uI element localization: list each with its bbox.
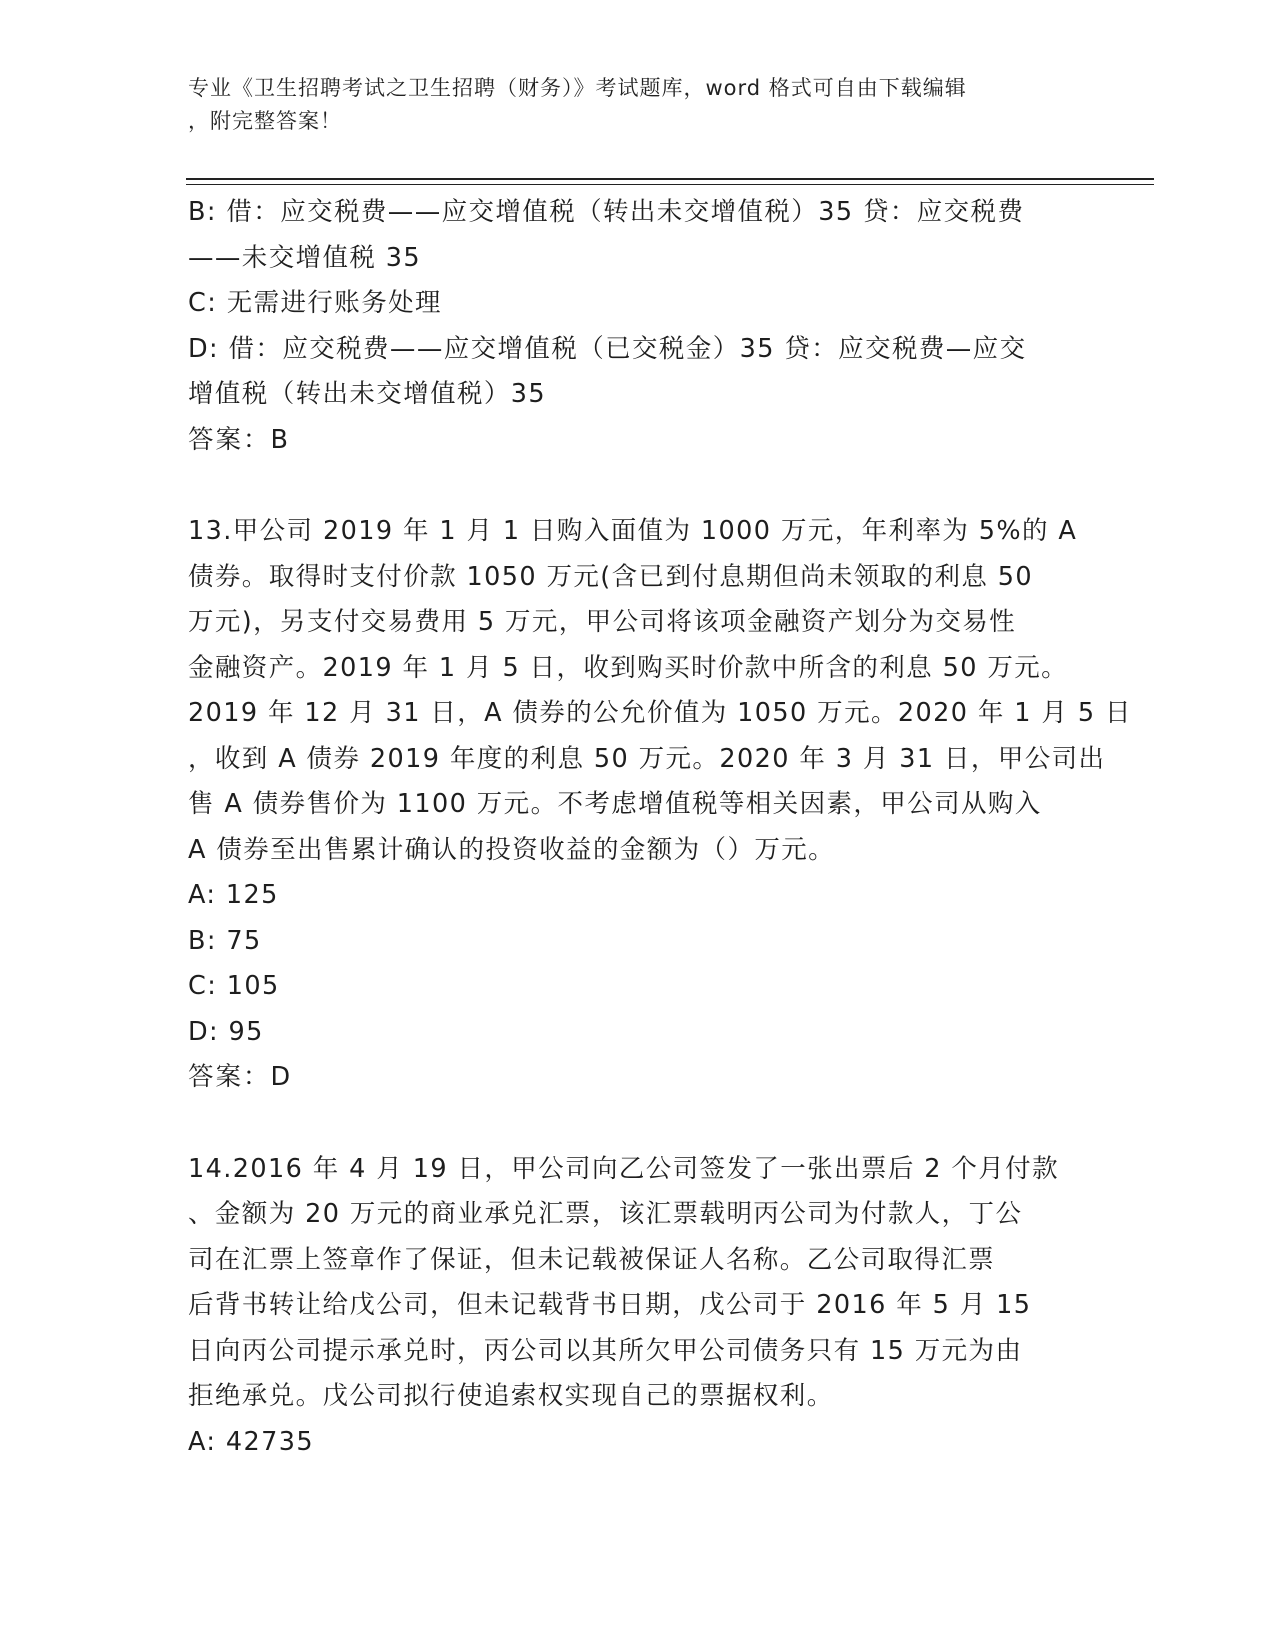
- question-text-line: 2019 年 12 月 31 日，A 债券的公允价值为 1050 万元。2020 年 1 月 5 日: [188, 698, 1132, 728]
- header-title-line-1: 专业《卫生招聘考试之卫生招聘（财务）》考试题库，word 格式可自由下载编辑: [188, 76, 967, 100]
- option-d-line-1: D: 借：应交税费——应交增值税（已交税金）35 贷：应交税费—应交: [188, 333, 1027, 364]
- question-text-line: 金融资产。2019 年 1 月 5 日，收到购买时价款中所含的利息 50 万元。: [188, 652, 1069, 683]
- option-a: A: 42735: [188, 1426, 315, 1457]
- question-13: [188, 509, 1132, 1101]
- spacer: [188, 463, 1088, 509]
- option-d: D: 95: [188, 1016, 264, 1047]
- option-d-line-2: 增值税（转出未交增值税）35: [188, 379, 547, 409]
- question-text-line: 拒绝承兑。戊公司拟行使追索权实现自己的票据权利。: [188, 1381, 834, 1411]
- question-12-continued: [188, 190, 1088, 463]
- header-divider-thick: [186, 178, 1154, 180]
- question-text-line: 司在汇票上签章作了保证，但未记载被保证人名称。乙公司取得汇票: [188, 1244, 996, 1275]
- question-text-line: ，收到 A 债券 2019 年度的利息 50 万元。2020 年 3 月 31 日，甲公司出: [188, 743, 1106, 774]
- option-b-line-1: B: 借：应交税费——应交增值税（转出未交增值税）35 贷：应交税费: [188, 197, 1025, 227]
- answer-label: 答案：D: [188, 1062, 293, 1092]
- question-text-line: 后背书转让给戊公司，但未记载背书日期，戊公司于 2016 年 5 月 15: [188, 1290, 1032, 1320]
- option-c: C: 105: [188, 971, 280, 1001]
- question-text-line: 13.甲公司 2019 年 1 月 1 日购入面值为 1000 万元，年利率为 5%的 A: [188, 516, 1078, 546]
- question-text-line: 债券。取得时支付价款 1050 万元(含已到付息期但尚未领取的利息 50: [188, 561, 1034, 592]
- question-text-line: 、金额为 20 万元的商业承兑汇票，该汇票载明丙公司为付款人，丁公: [188, 1199, 1023, 1229]
- option-c: C: 无需进行账务处理: [188, 288, 442, 318]
- option-b: B: 75: [188, 925, 262, 956]
- question-14: [188, 1147, 1088, 1466]
- option-b-line-2: ——未交增值税 35: [188, 242, 422, 273]
- header-divider-thin: [186, 184, 1154, 185]
- question-text-line: 日向丙公司提示承兑时，丙公司以其所欠甲公司债务只有 15 万元为由: [188, 1335, 1023, 1366]
- question-text-line: 万元)，另支付交易费用 5 万元，甲公司将该项金融资产划分为交易性: [188, 607, 1017, 637]
- answer-label: 答案：B: [188, 424, 290, 455]
- spacer: [188, 1101, 1088, 1147]
- question-text-line: 售 A 债券售价为 1100 万元。不考虑增值税等相关因素，甲公司从购入: [188, 789, 1042, 819]
- option-a: A: 125: [188, 880, 279, 910]
- page-header: [188, 72, 1068, 138]
- question-text-line: 14.2016 年 4 月 19 日，甲公司向乙公司签发了一张出票后 2 个月付款: [188, 1153, 1059, 1184]
- header-title-line-2: ，附完整答案！: [188, 109, 342, 133]
- question-text-line: A 债券至出售累计确认的投资收益的金额为（）万元。: [188, 834, 836, 865]
- document-body: [188, 190, 1132, 1465]
